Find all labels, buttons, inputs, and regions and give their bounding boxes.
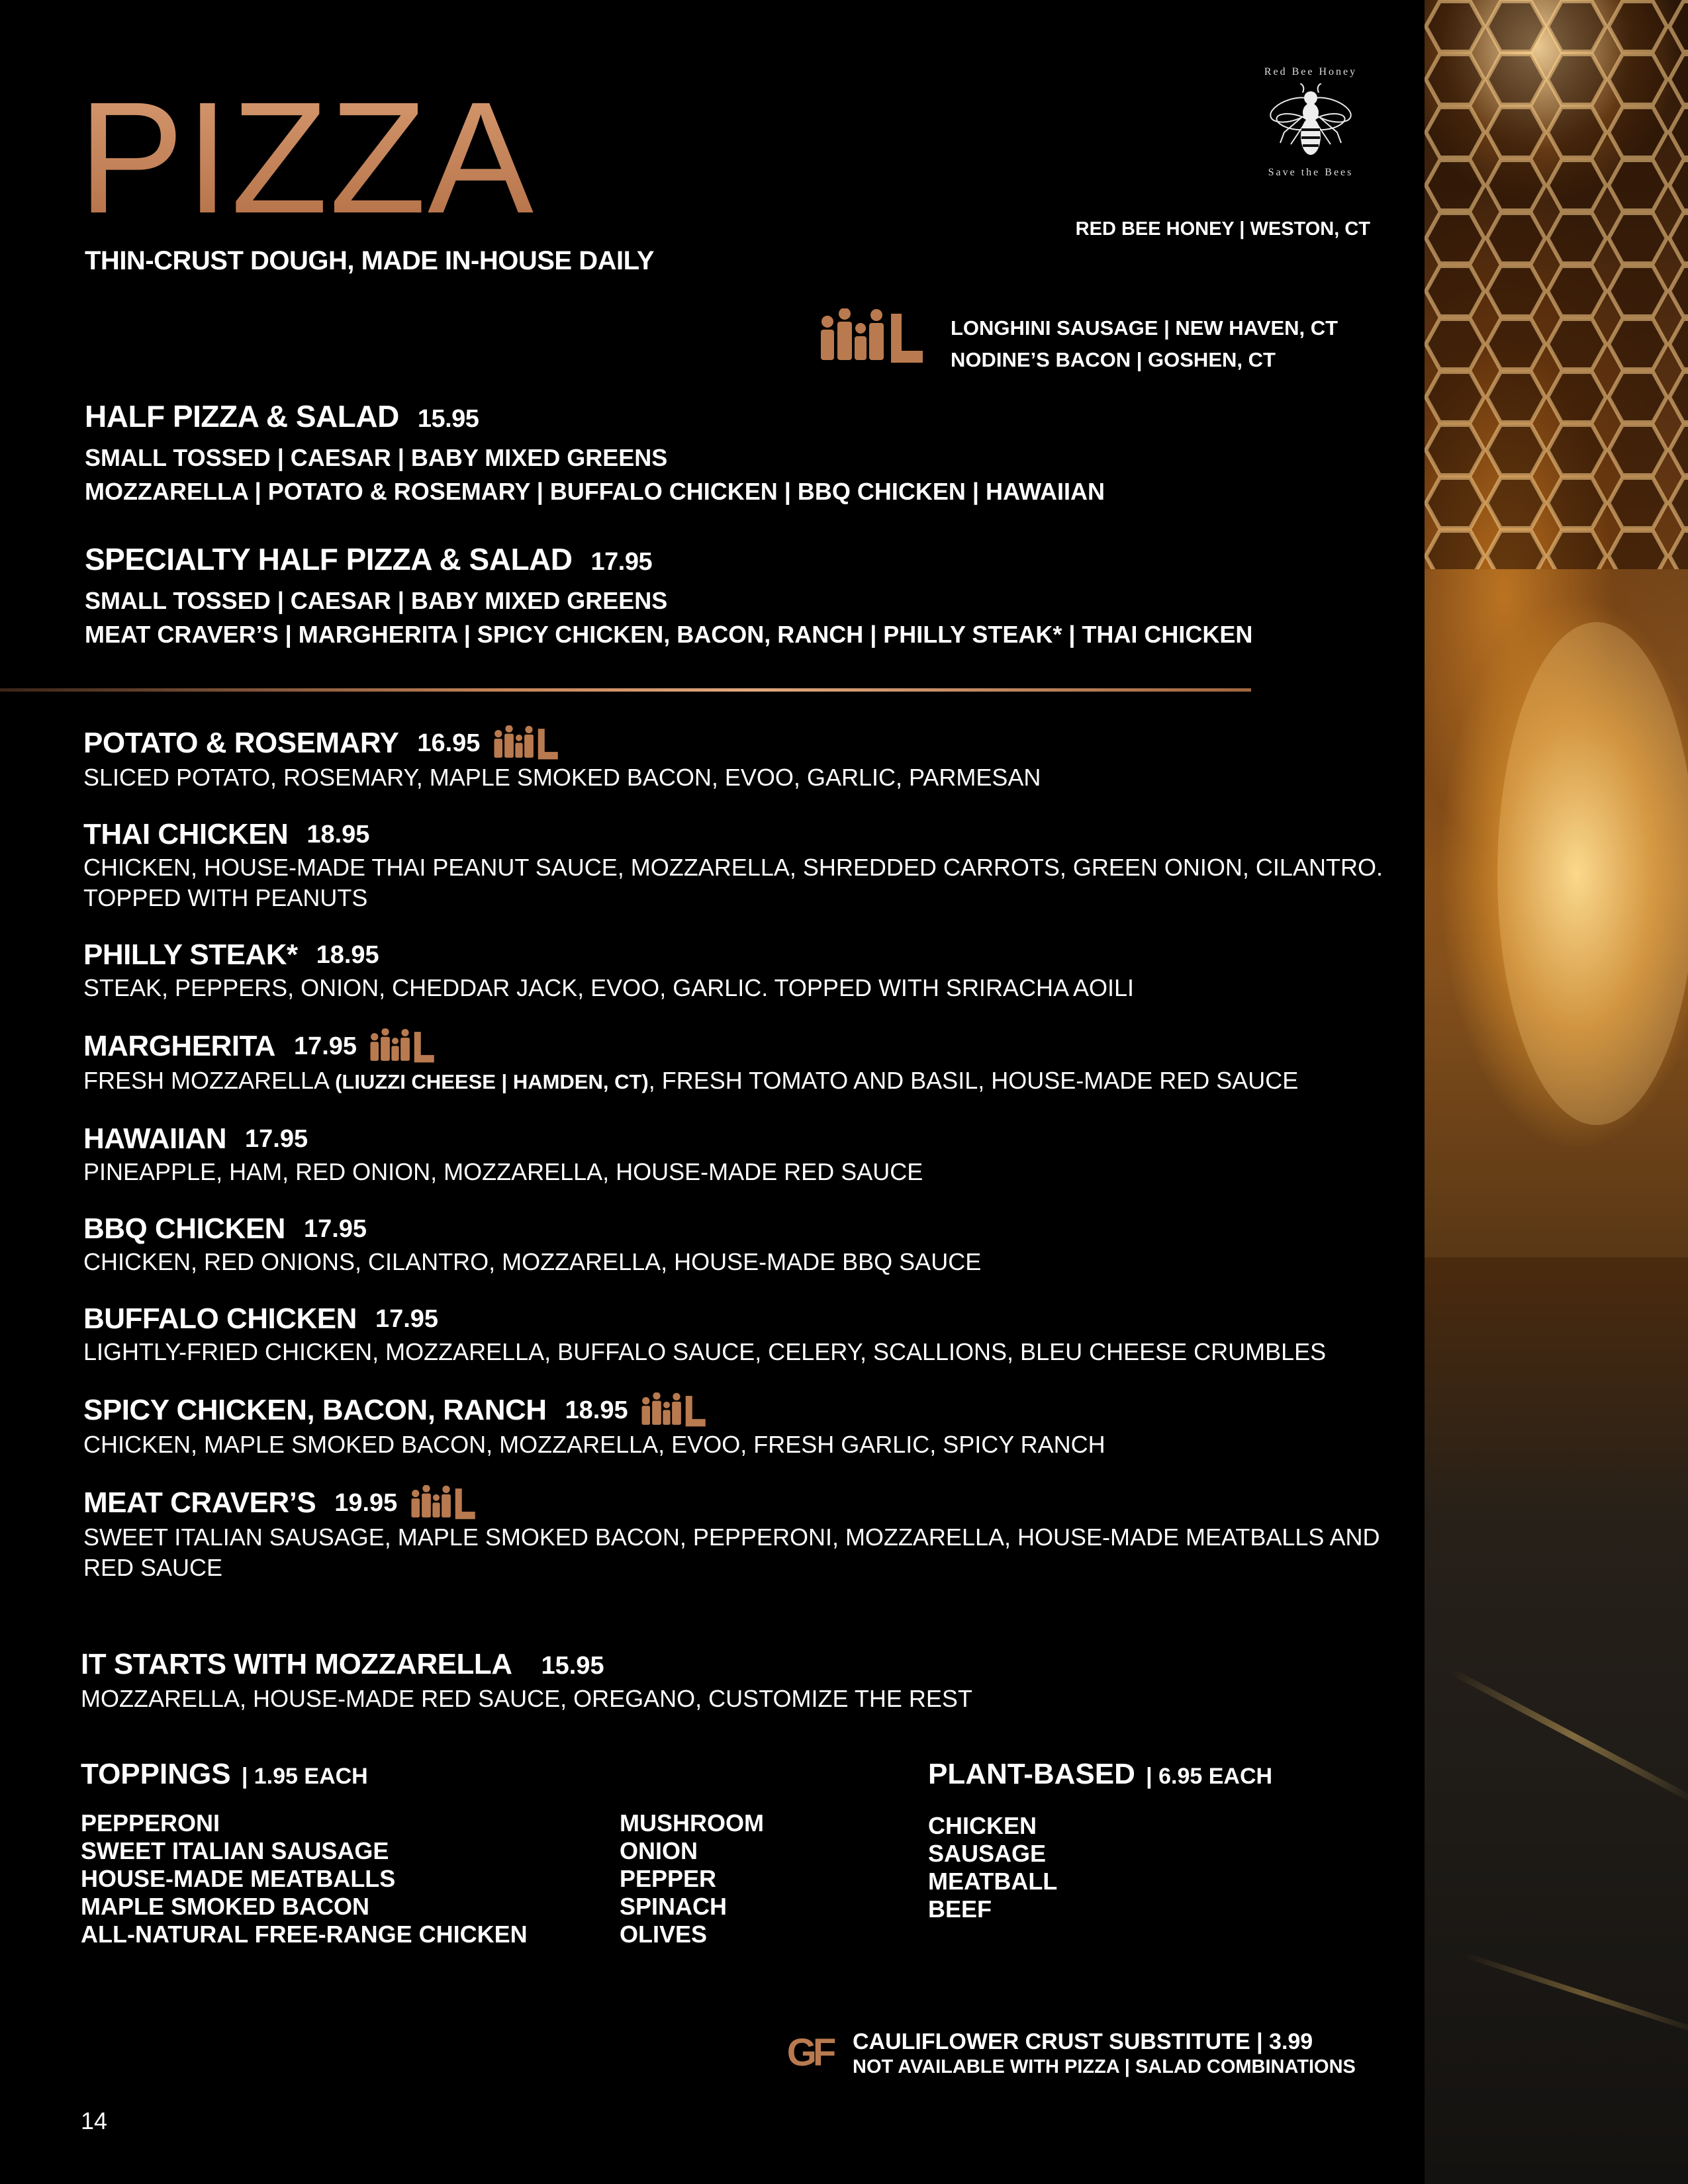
topping-item: MUSHROOM (620, 1809, 764, 1837)
combo-name: HALF PIZZA & SALAD (85, 399, 399, 433)
toppings-price: | 1.95 EACH (241, 1764, 368, 1789)
topping-item: OLIVES (620, 1921, 708, 1948)
honeycomb-pattern (1425, 0, 1688, 1257)
topping-item: PEPPER (620, 1865, 717, 1892)
combo-half-pizza-salad (85, 398, 1105, 508)
page-subtitle: THIN-CRUST DOUGH, MADE IN-HOUSE DAILY (85, 246, 655, 275)
plant-based-price: | 6.95 EACH (1146, 1764, 1273, 1789)
item-price: 19.95 (334, 1488, 398, 1517)
menu-item (83, 725, 1401, 793)
topping-item: PEPPERONI (81, 1809, 220, 1837)
topping-item: SPINACH (620, 1893, 727, 1920)
topping-item: ALL-NATURAL FREE-RANGE CHICKEN (81, 1921, 528, 1948)
menu-item (83, 1302, 1401, 1367)
item-price: 16.95 (417, 729, 481, 757)
item-name: SPICY CHICKEN, BACON, RANCH (83, 1394, 547, 1426)
gluten-free-offer: CAULIFLOWER CRUST SUBSTITUTE | 3.99 (853, 2029, 1313, 2054)
combo-pizza-options: MOZZARELLA | POTATO & ROSEMARY | BUFFALO CHICKEN | BBQ CHICKEN | HAWAIIAN (85, 478, 1105, 505)
family-local-icon (640, 1392, 706, 1428)
item-description: STEAK, PEPPERS, ONION, CHEDDAR JACK, EVOO, GARLIC. TOPPED WITH SRIRACHA AOILI (83, 974, 1135, 1001)
toppings-title: TOPPINGS (81, 1758, 231, 1790)
item-name: PHILLY STEAK* (83, 938, 298, 971)
plant-based-item: MEATBALL (928, 1868, 1058, 1895)
menu-item (83, 1212, 1401, 1277)
item-description (83, 1066, 1401, 1097)
local-sourcing-note (818, 308, 1338, 371)
plant-based-item: BEEF (928, 1895, 992, 1923)
gluten-free-icon: GF (784, 2032, 835, 2074)
item-name: THAI CHICKEN (83, 818, 289, 850)
item-description: PINEAPPLE, HAM, RED ONION, MOZZARELLA, HOUSE-MADE RED SAUCE (83, 1158, 923, 1185)
family-local-icon (818, 308, 924, 365)
cheese-source: (LIUZZI CHEESE | HAMDEN, CT) (335, 1070, 649, 1093)
desc-part: FRESH MOZZARELLA (83, 1067, 336, 1094)
item-description: SLICED POTATO, ROSEMARY, MAPLE SMOKED BACON, EVOO, GARLIC, PARMESAN (83, 764, 1041, 791)
pizza-list (83, 725, 1401, 1608)
topping-item: MAPLE SMOKED BACON (81, 1893, 370, 1920)
twig-decoration (1450, 1668, 1688, 1805)
combo-name: SPECIALTY HALF PIZZA & SALAD (85, 542, 573, 576)
item-description: LIGHTLY-FRIED CHICKEN, MOZZARELLA, BUFFALO SAUCE, CELERY, SCALLIONS, BLEU CHEESE CRUMBLES (83, 1338, 1327, 1365)
gluten-free-restriction: NOT AVAILABLE WITH PIZZA | SALAD COMBINATIONS (853, 2056, 1356, 2077)
honeycomb-photo (1425, 0, 1688, 2184)
plant-based-item: CHICKEN (928, 1812, 1037, 1839)
combo-pizza-options: MEAT CRAVER’S | MARGHERITA | SPICY CHICKEN, BACON, RANCH | PHILLY STEAK* | THAI CHICKEN (85, 621, 1253, 648)
menu-item (83, 1392, 1401, 1460)
item-price: 18.95 (306, 820, 370, 848)
item-description: MOZZARELLA, HOUSE-MADE RED SAUCE, OREGANO, CUSTOMIZE THE REST (81, 1685, 972, 1712)
item-name: BUFFALO CHICKEN (83, 1302, 357, 1335)
sourcing-sausage: LONGHINI SAUSAGE | NEW HAVEN, CT (951, 316, 1338, 340)
combo-price: 17.95 (590, 548, 653, 576)
build-your-own-pizza (81, 1648, 972, 1714)
plant-based-item: SAUSAGE (928, 1840, 1047, 1867)
combo-specialty-half-pizza-salad (85, 541, 1252, 651)
family-local-icon (369, 1028, 435, 1064)
twig-decoration (1464, 1952, 1688, 2035)
logo-bottom-text: Save the Bees (1268, 167, 1354, 178)
plant-based-heading (928, 1758, 1272, 1791)
item-price: 18.95 (316, 940, 379, 969)
item-name: IT STARTS WITH MOZZARELLA (81, 1648, 512, 1680)
topping-item: HOUSE-MADE MEATBALLS (81, 1865, 396, 1892)
item-description: CHICKEN, RED ONIONS, CILANTRO, MOZZARELLA, HOUSE-MADE BBQ SAUCE (83, 1248, 982, 1275)
item-price: 17.95 (303, 1214, 367, 1243)
topping-item: ONION (620, 1837, 698, 1864)
item-description: CHICKEN, MAPLE SMOKED BACON, MOZZARELLA, EVOO, FRESH GARLIC, SPICY RANCH (83, 1431, 1105, 1458)
combo-salad-options: SMALL TOSSED | CAESAR | BABY MIXED GREENS (85, 444, 668, 471)
menu-item (83, 818, 1401, 913)
logo-top-text: Red Bee Honey (1264, 66, 1358, 77)
item-price: 18.95 (565, 1396, 628, 1424)
plant-based-list (928, 1812, 1057, 1923)
page-title: PIZZA (78, 69, 536, 246)
menu-item (83, 1485, 1401, 1583)
red-bee-honey-logo (1238, 66, 1383, 179)
item-description: CHICKEN, HOUSE-MADE THAI PEANUT SAUCE, MOZZARELLA, SHREDDED CARROTS, GREEN ONION, CILANTRO. TOPPED WITH PEANUTS (83, 854, 1383, 911)
combo-salad-options: SMALL TOSSED | CAESAR | BABY MIXED GREENS (85, 587, 668, 614)
item-price: 15.95 (541, 1652, 604, 1680)
toppings-heading (81, 1758, 368, 1791)
desc-part: , FRESH TOMATO AND BASIL, HOUSE-MADE RED SAUCE (648, 1067, 1299, 1094)
menu-item (83, 1122, 1401, 1187)
logo-caption: RED BEE HONEY | WESTON, CT (1075, 218, 1370, 240)
item-name: MARGHERITA (83, 1030, 275, 1062)
bee-icon (1264, 83, 1357, 163)
item-price: 17.95 (245, 1124, 308, 1153)
menu-item (83, 938, 1401, 1003)
plant-based-title: PLANT-BASED (928, 1758, 1135, 1790)
item-name: HAWAIIAN (83, 1122, 226, 1155)
toppings-list-1 (81, 1809, 528, 1948)
item-name: POTATO & ROSEMARY (83, 727, 399, 759)
item-name: MEAT CRAVER’S (83, 1486, 316, 1519)
item-price: 17.95 (375, 1304, 439, 1333)
combo-price: 15.95 (417, 405, 479, 433)
toppings-list-2 (620, 1809, 764, 1948)
menu-item (83, 1028, 1401, 1097)
item-price: 17.95 (293, 1032, 357, 1060)
family-local-icon (410, 1485, 476, 1521)
family-local-icon (492, 725, 559, 761)
item-description: SWEET ITALIAN SAUSAGE, MAPLE SMOKED BACON, PEPPERONI, MOZZARELLA, HOUSE-MADE MEATBALLS AND RED SAUCE (83, 1524, 1380, 1581)
section-divider (0, 688, 1251, 692)
item-name: BBQ CHICKEN (83, 1212, 285, 1245)
topping-item: SWEET ITALIAN SAUSAGE (81, 1837, 389, 1864)
page-number: 14 (81, 2107, 108, 2134)
sourcing-bacon: NODINE’S BACON | GOSHEN, CT (951, 348, 1276, 371)
